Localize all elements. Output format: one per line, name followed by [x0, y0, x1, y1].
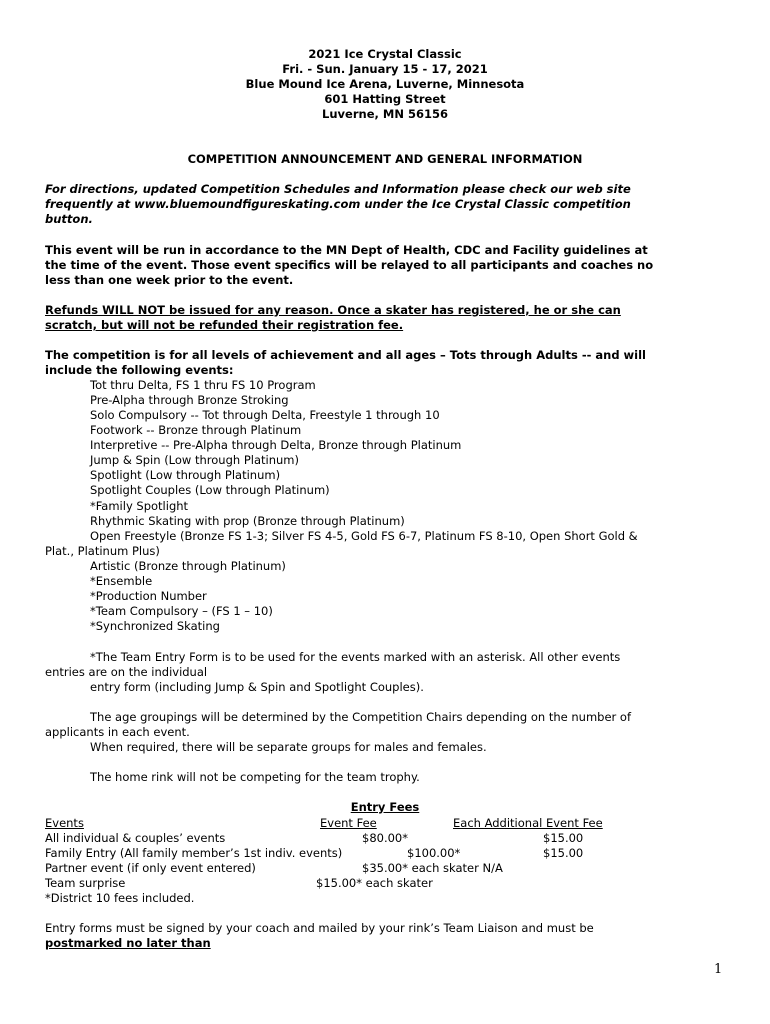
health-line: the time of the event. Those event specifics will be relayed to all participants and coaches no	[45, 258, 654, 272]
event-item: *Family Spotlight	[90, 499, 189, 513]
team-form-note: *The Team Entry Form is to be used for the events marked with an asterisk. All other events	[90, 650, 621, 664]
page-number: 1	[714, 962, 723, 977]
event-item: Tot thru Delta, FS 1 thru FS 10 Program	[90, 378, 316, 392]
directions-line: button.	[45, 212, 93, 226]
event-item-continued: Plat., Platinum Plus)	[45, 544, 160, 558]
directions-line: frequently at www.bluemoundfigureskating.com under the Ice Crystal Classic competition	[45, 197, 631, 211]
event-title: 2021 Ice Crystal Classic	[308, 47, 462, 61]
fee-row-event: Team surprise	[45, 876, 126, 890]
team-form-note: entry form (including Jump & Spin and Spotlight Couples).	[90, 680, 424, 694]
fees-col-additional: Each Additional Event Fee	[453, 816, 603, 830]
fee-row-event: Family Entry (All family member’s 1st indiv. events)	[45, 846, 343, 860]
event-item: Pre-Alpha through Bronze Stroking	[90, 393, 289, 407]
fee-row-fee: $15.00* each skater	[316, 876, 433, 890]
levels-intro-line: The competition is for all levels of achievement and all ages – Tots through Adults -- and will	[45, 348, 647, 362]
event-venue: Blue Mound Ice Arena, Luverne, Minnesota	[245, 77, 525, 91]
refunds-line: scratch, but will not be refunded their registration fee.	[45, 318, 404, 332]
section-title: COMPETITION ANNOUNCEMENT AND GENERAL INFORMATION	[187, 152, 583, 166]
fees-title: Entry Fees	[350, 800, 420, 814]
event-item: Footwork -- Bronze through Platinum	[90, 423, 302, 437]
fee-row-event: Partner event (if only event entered)	[45, 861, 256, 875]
fee-row-additional: $15.00	[543, 831, 584, 845]
age-grouping-note: When required, there will be separate groups for males and females.	[90, 740, 487, 754]
event-item: *Team Compulsory – (FS 1 – 10)	[90, 604, 273, 618]
fee-row-fee: $100.00*	[407, 846, 461, 860]
fee-row-event: All individual & couples’ events	[45, 831, 226, 845]
levels-intro-line: include the following events:	[45, 363, 234, 377]
entry-forms-text: Entry forms must be signed by your coach and mailed by your rink’s Team Liaison and must be	[45, 921, 594, 935]
postmark-deadline: postmarked no later than	[45, 936, 211, 950]
age-grouping-note: applicants in each event.	[45, 725, 190, 739]
health-line: This event will be run in accordance to the MN Dept of Health, CDC and Facility guidelines at	[45, 243, 648, 257]
event-item: *Synchronized Skating	[90, 619, 220, 633]
home-rink-note: The home rink will not be competing for the team trophy.	[90, 770, 420, 784]
event-dates: Fri. - Sun. January 15 - 17, 2021	[282, 62, 488, 76]
event-item: *Ensemble	[90, 574, 153, 588]
event-item: Solo Compulsory -- Tot through Delta, Freestyle 1 through 10	[90, 408, 440, 422]
event-item: Rhythmic Skating with prop (Bronze through Platinum)	[90, 514, 405, 528]
event-item: Jump & Spin (Low through Platinum)	[90, 453, 299, 467]
venue-street: 601 Hatting Street	[324, 92, 446, 106]
fee-row-fee: $80.00*	[362, 831, 408, 845]
age-grouping-note: The age groupings will be determined by the Competition Chairs depending on the number of	[90, 710, 631, 724]
event-item: Artistic (Bronze through Platinum)	[90, 559, 286, 573]
fees-footnote: *District 10 fees included.	[45, 891, 195, 905]
venue-city: Luverne, MN 56156	[322, 107, 448, 121]
event-item: Spotlight (Low through Platinum)	[90, 468, 281, 482]
fee-row-additional: $15.00	[543, 846, 584, 860]
refunds-line: Refunds WILL NOT be issued for any reason. Once a skater has registered, he or she can	[45, 303, 621, 317]
fee-row-fee: $35.00* each skater N/A	[362, 861, 503, 875]
fees-col-fee: Event Fee	[320, 816, 377, 830]
event-item: Interpretive -- Pre-Alpha through Delta, Bronze through Platinum	[90, 438, 462, 452]
event-item: *Production Number	[90, 589, 207, 603]
event-item: Spotlight Couples (Low through Platinum)	[90, 483, 330, 497]
event-item: Open Freestyle (Bronze FS 1-3; Silver FS 4-5, Gold FS 6-7, Platinum FS 8-10, Open Short Gold &	[90, 529, 638, 543]
team-form-note: entries are on the individual	[45, 665, 208, 679]
directions-line: For directions, updated Competition Schedules and Information please check our web site	[45, 182, 631, 196]
fees-col-events: Events	[45, 816, 84, 830]
health-line: less than one week prior to the event.	[45, 273, 294, 287]
